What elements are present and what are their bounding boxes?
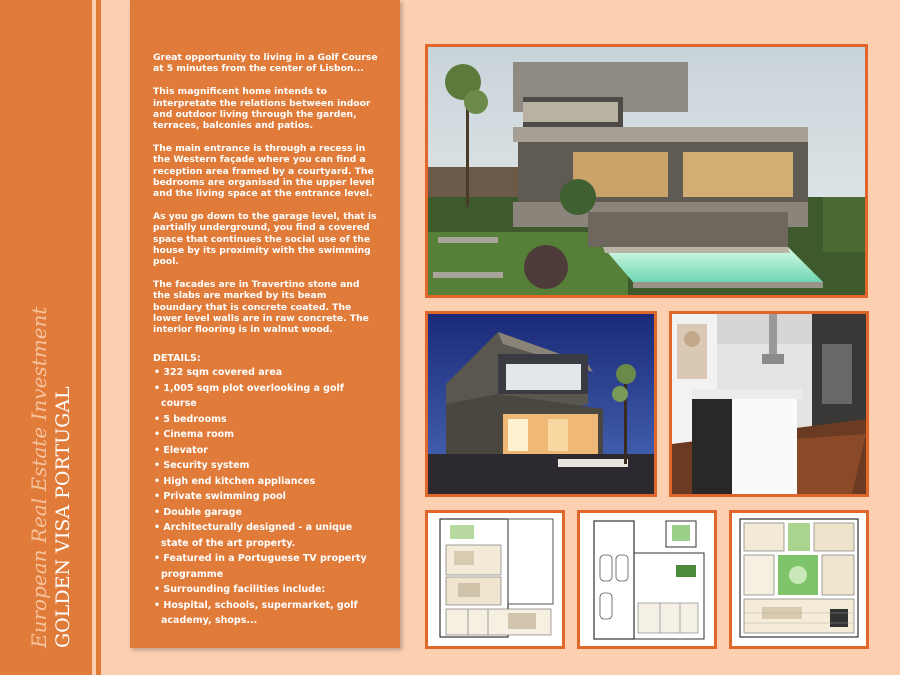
floor-plan-upper: [425, 510, 565, 649]
photo-exterior-pool: [425, 44, 868, 298]
details-item-tv: • Featured in a Portuguese TV property programme: [154, 553, 367, 580]
paragraph-entrance: The main entrance is through a recess in the Western façade where you can find a reception area framed by a courtyard. The bedrooms are organised in the upper level and the living space at the entrance level.: [153, 143, 375, 200]
paragraph-facades: The facades are in Travertino stone and the slabs are marked by its beam boundary that is concrete coated. The lower level walls are in raw concrete. The interior flooring is in walnut wood.: [153, 279, 369, 336]
details-item: • 322 sqm covered area: [154, 367, 283, 379]
details-item: • Double garage: [154, 506, 242, 518]
paragraph-garage: As you go down to the garage level, that is partially underground, you find a covered space that continues the social use of the house by its proximity with the swimming pool.: [153, 211, 377, 268]
details-item: • Security system: [154, 460, 250, 472]
floor-plan-garage: [577, 510, 717, 649]
details-item: • Cinema room: [154, 429, 235, 441]
photo-night-exterior: [425, 311, 657, 497]
vertical-title-line2: GOLDEN VISA PORTUGAL: [52, 386, 74, 648]
details-item-surroundings: • Surrounding facilities include:: [154, 584, 326, 596]
details-item: • Elevator: [154, 444, 208, 456]
side-strip-divider: [92, 0, 96, 675]
details-item: • 1,005 sqm plot overlooking a golf course: [154, 382, 344, 410]
details-item: • 5 bedrooms: [154, 413, 227, 425]
photo-kitchen-interior: [669, 311, 869, 497]
intro-paragraph: Great opportunity to living in a Golf Course at 5 minutes from the center of Lisbon...: [153, 52, 378, 75]
description-panel: [130, 0, 400, 648]
details-item-facilities: • Hospital, schools, supermarket, golf academy, shops...: [154, 599, 358, 627]
details-item: • Private swimming pool: [154, 491, 286, 503]
vertical-title-line1: European Real Estate Investment: [27, 306, 51, 648]
vertical-title: [26, 228, 74, 648]
details-item: • High end kitchen appliances: [154, 475, 316, 487]
floor-plan-ground: [729, 510, 869, 649]
paragraph-indoor-outdoor: This magnificent home intends to interpretate the relations between indoor and outdoor living through the garden, terraces, balconies and patios.: [153, 86, 371, 132]
details-item-architecture: • Architecturally designed - a unique state of the art property.: [154, 522, 353, 549]
details-list: [153, 365, 378, 629]
details-heading: DETAILS:: [153, 353, 201, 365]
